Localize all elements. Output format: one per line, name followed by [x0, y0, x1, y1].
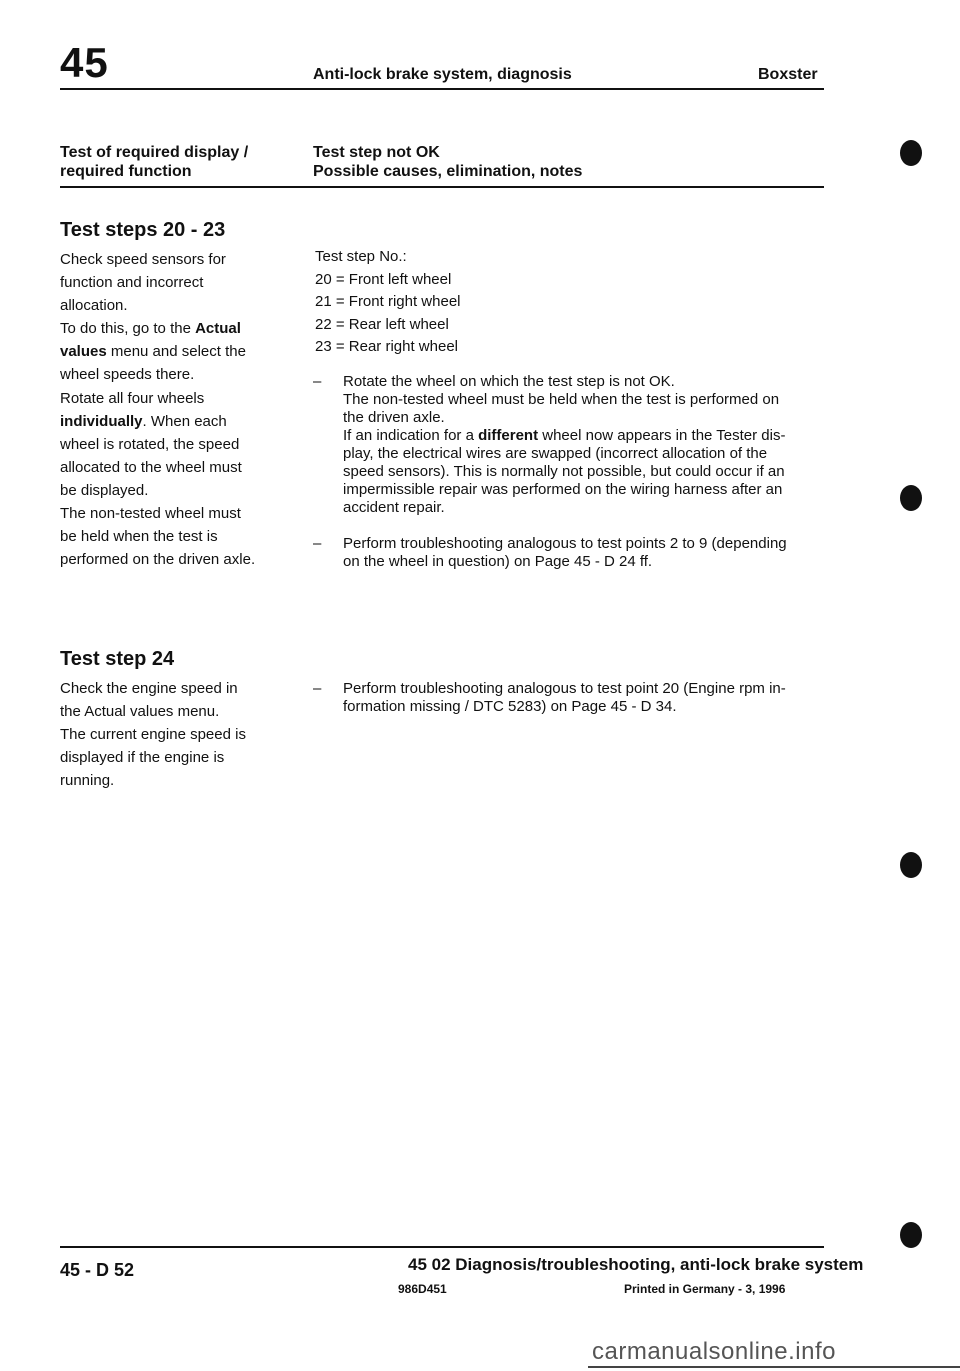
- binder-hole: [900, 140, 922, 166]
- column-heading-rule: [60, 186, 824, 188]
- left-column-heading: Test of required display / required function: [60, 144, 249, 180]
- page-header-model: Boxster: [758, 66, 818, 83]
- test-step-list: [315, 246, 461, 359]
- section-title: Test steps 20 - 23: [60, 219, 226, 241]
- bullet-item: – Perform troubleshooting analogous to test points 2 to 9 (depending on the wheel in question) on Page 45 - D 24 ff.: [313, 535, 787, 570]
- binder-hole: [900, 1222, 922, 1248]
- page-number: 45 - D 52: [60, 1260, 135, 1280]
- binder-hole: [900, 852, 922, 878]
- footer-section-title: 45 02 Diagnosis/troubleshooting, anti-lock brake system: [408, 1255, 864, 1274]
- list-item: 22 = Rear left wheel: [315, 315, 449, 333]
- section-title: Test step 24: [60, 648, 175, 670]
- page-header-title: Anti-lock brake system, diagnosis: [313, 66, 572, 83]
- list-item: 20 = Front left wheel: [315, 270, 452, 288]
- bullet-dash: –: [313, 535, 322, 552]
- print-info: Printed in Germany - 3, 1996: [624, 1282, 786, 1296]
- right-column-heading: Test step not OK Possible causes, elimination, notes: [313, 144, 583, 180]
- section-description: Check the engine speed in the Actual values menu. The current engine speed is displayed if the engine is running.: [60, 680, 246, 790]
- bullet-item: – Perform troubleshooting analogous to test point 20 (Engine rpm in- formation missing / DTC 5283) on Page 45 - D 34.: [313, 680, 786, 715]
- list-item: 21 = Front right wheel: [315, 293, 461, 311]
- list-item: Test step No.:: [315, 248, 407, 265]
- bullet-dash: –: [313, 373, 322, 390]
- list-item: 23 = Rear right wheel: [315, 338, 458, 356]
- binder-hole: [900, 485, 922, 511]
- watermark-link[interactable]: carmanualsonline.info: [592, 1338, 836, 1365]
- bullet-dash: –: [313, 680, 322, 697]
- document-code: 986D451: [398, 1282, 447, 1296]
- chapter-number: 45: [60, 39, 109, 86]
- footer-rule: [60, 1246, 824, 1248]
- watermark-rule: [588, 1366, 960, 1368]
- bullet-item: – Rotate the wheel on which the test step is not OK. The non-tested wheel must be held when the test is performed on the driven axle. If an indication for a different wheel now appears in the Tester dis- play, the electrical wires are swapped (incorrect allocation of the speed sensors). This is normally not possible, but could occur if an impermissible repair was performed on the wiring harness after an accident repair.: [313, 373, 786, 516]
- header-rule: [60, 88, 824, 90]
- section-description: Check speed sensors for function and incorrect allocation. To do this, go to the Actual values menu and select the wheel speeds there. Rotate all four wheels individually. When each wheel is rotated, the speed allocated to the wheel must be displayed. The non-tested wheel must be held when the test is performed on the driven axle.: [60, 251, 256, 569]
